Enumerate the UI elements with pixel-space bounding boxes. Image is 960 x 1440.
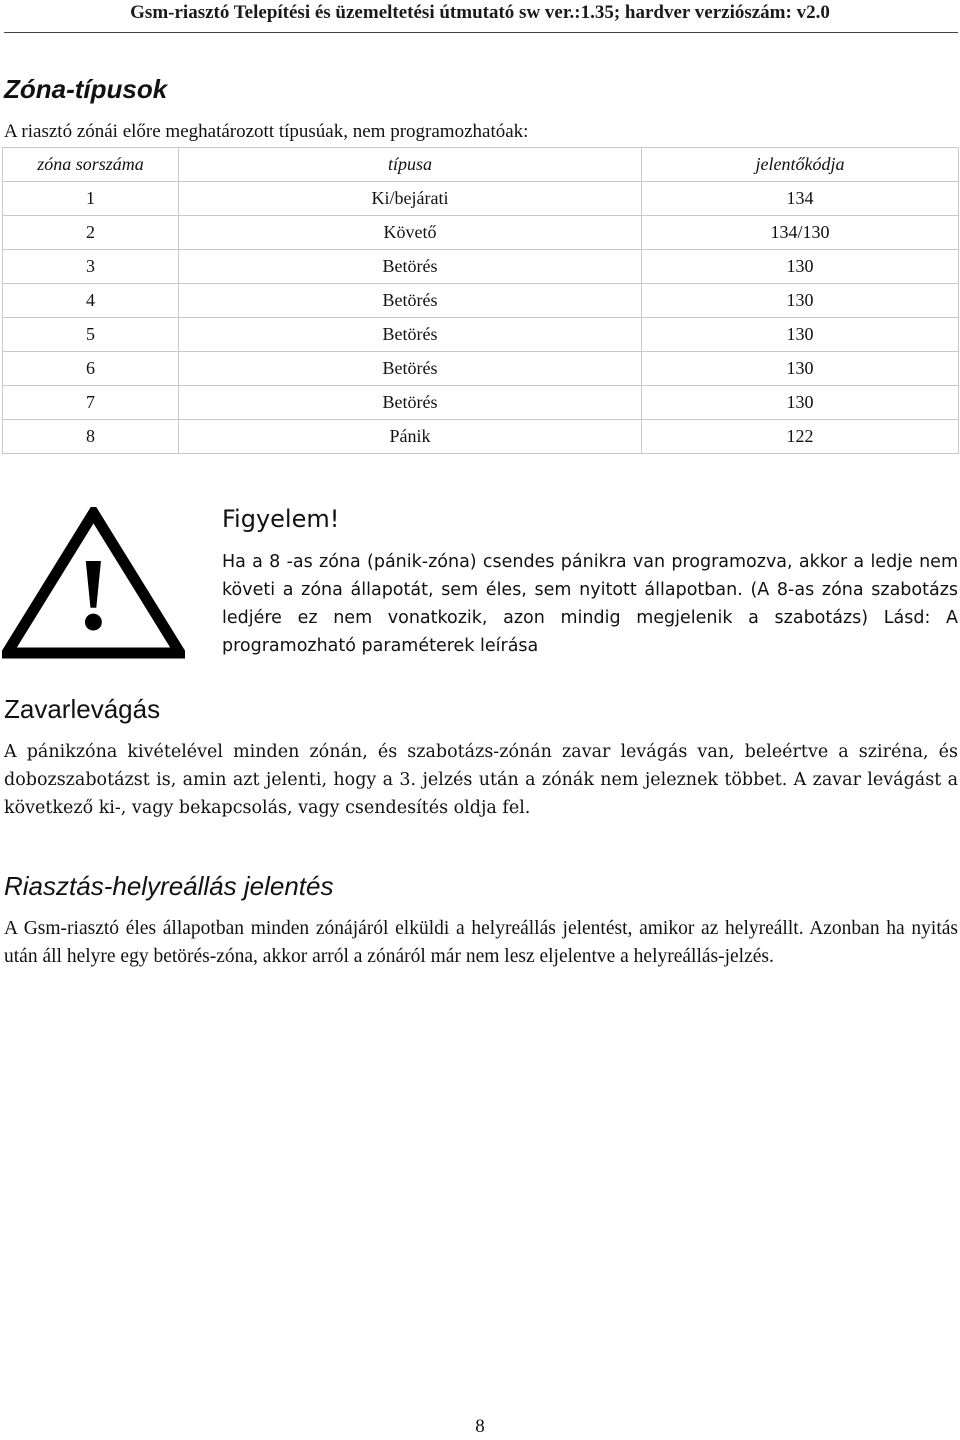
cutoff-heading: Zavarlevágás <box>4 694 161 724</box>
zone-number-cell: 1 <box>3 182 179 216</box>
zone-types-intro: A riasztó zónái előre meghatározott típusúak, nem programozhatóak: <box>4 121 529 142</box>
zone-type-cell: Betörés <box>179 250 642 284</box>
header-divider <box>4 32 958 33</box>
zone-type-cell: Betörés <box>179 352 642 386</box>
zone-number-cell: 7 <box>3 386 179 420</box>
zone-number-cell: 6 <box>3 352 179 386</box>
zone-number-cell: 2 <box>3 216 179 250</box>
table-header-row <box>3 148 959 182</box>
report-code-cell: 130 <box>642 284 959 318</box>
zone-type-cell: Ki/bejárati <box>179 182 642 216</box>
report-code-cell: 130 <box>642 352 959 386</box>
page-number: 8 <box>475 1416 485 1437</box>
zone-type-cell: Pánik <box>179 420 642 454</box>
table-row <box>3 250 959 284</box>
exclamation-mark: ! <box>76 537 111 652</box>
zone-type-cell: Betörés <box>179 284 642 318</box>
report-code-cell: 130 <box>642 250 959 284</box>
table-row <box>3 182 959 216</box>
table-row <box>3 216 959 250</box>
table-row <box>3 284 959 318</box>
zone-number-cell: 3 <box>3 250 179 284</box>
report-code-cell: 134 <box>642 182 959 216</box>
table-row <box>3 318 959 352</box>
zone-number-cell: 4 <box>3 284 179 318</box>
column-header-report-code: jelentőkódja <box>642 148 959 182</box>
zone-number-cell: 8 <box>3 420 179 454</box>
report-code-cell: 134/130 <box>642 216 959 250</box>
zone-type-cell: Betörés <box>179 318 642 352</box>
zone-types-table <box>2 147 959 454</box>
warning-text: Ha a 8 -as zóna (pánik-zóna) csendes pánikra van programozva, akkor a ledje nem követi a zóna állapotát, sem éles, sem nyitott állapotban. (A 8-as zóna szabotázs ledjére ez nem vonatkozik, azon mindig megjelenik a szabotázs) Lásd: A programozható paraméterek leírása <box>222 552 958 656</box>
table-row <box>3 352 959 386</box>
column-header-zone-number: zóna sorszáma <box>3 148 179 182</box>
table-row <box>3 420 959 454</box>
zone-number-cell: 5 <box>3 318 179 352</box>
restore-heading: Riasztás-helyreállás jelentés <box>4 871 334 901</box>
report-code-cell: 130 <box>642 318 959 352</box>
warning-triangle-icon <box>2 507 185 659</box>
restore-paragraph: A Gsm-riasztó éles állapotban minden zónájáról elküldi a helyreállás jelentést, amikor az helyreállt. Azonban ha nyitás után áll helyre egy betörés-zóna, akkor arról a zónáról már nem lesz eljelentve a helyreállás-jelzés. <box>4 918 958 967</box>
zone-type-cell: Betörés <box>179 386 642 420</box>
cutoff-paragraph: A pánikzóna kivételével minden zónán, és szabotázs-zónán zavar levágás van, beleértve a sziréna, és dobozszabotázst is, amin azt jelenti, hogy a 3. jelzés után a zónák nem jeleznek többet. A zavar levágást a következő ki-, vagy bekapcsolás, vagy csendesítés oldja fel. <box>4 742 958 818</box>
report-code-cell: 122 <box>642 420 959 454</box>
page-header: Gsm-riasztó Telepítési és üzemeltetési útmutató sw ver.:1.35; hardver verziószám: v2.0 <box>130 2 830 23</box>
column-header-type: típusa <box>179 148 642 182</box>
report-code-cell: 130 <box>642 386 959 420</box>
warning-title: Figyelem! <box>222 505 340 533</box>
zone-type-cell: Követő <box>179 216 642 250</box>
zone-types-heading: Zóna-típusok <box>4 74 168 104</box>
table-row <box>3 386 959 420</box>
